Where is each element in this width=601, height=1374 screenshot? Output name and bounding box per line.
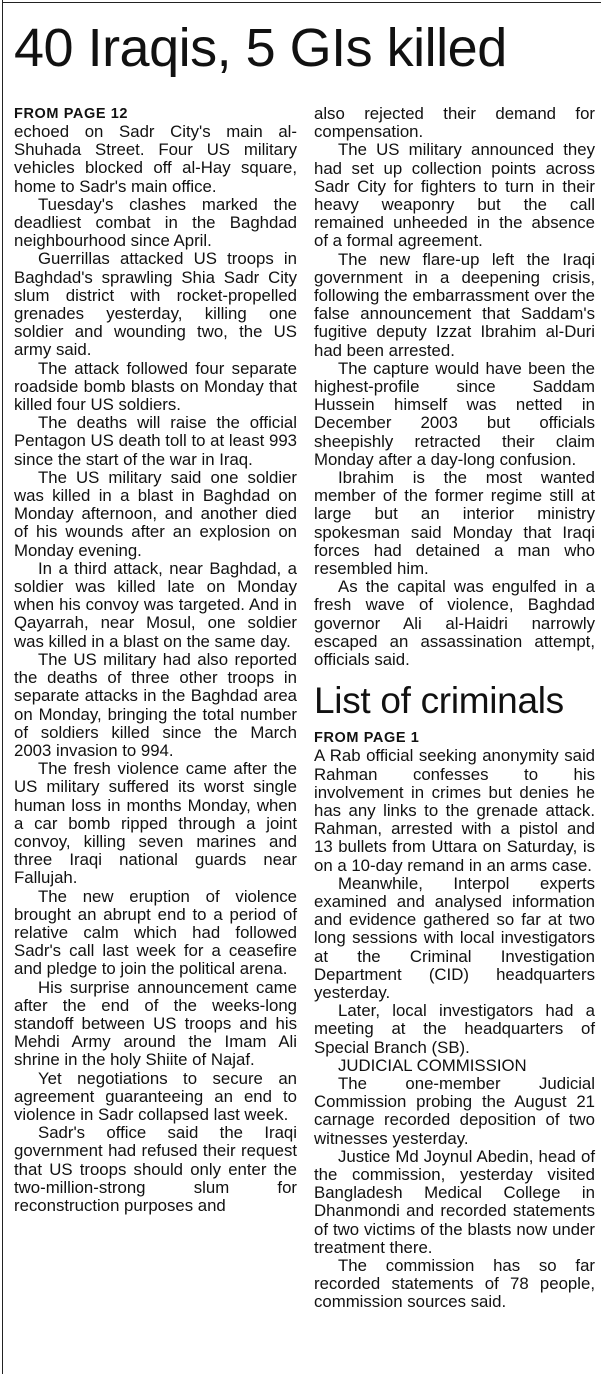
continuation-kicker: FROM PAGE 1 (314, 730, 420, 747)
second-article-headline: List of criminals (314, 680, 564, 722)
body-paragraph: The one-member Judicial Commission probing the August 21 carnage recorded deposition of two witnesses yesterday. (314, 1073, 595, 1148)
body-paragraph: Meanwhile, Interpol experts examined and analysed information and evidence gathered so far at two long sessions with local investigators at the Criminal Investigation Department (CID) headquarters yesterday. (314, 873, 595, 1002)
continuation-kicker: FROM PAGE 12 (14, 106, 129, 122)
body-paragraph: A Rab official seeking anonymity said Rahman confesses to his involvement in crimes but denies he has any links to the grenade attack. Rahman, arrested with a pistol and 13 bullets from Uttara on Saturday, is on a 10-day remand in an arms case. (314, 746, 595, 875)
body-paragraph: The capture would have been the highest-profile since Saddam Hussein himself was netted in December 2003 but officials sheepishly retracted their claim Monday after a day-long confusion. (314, 358, 595, 469)
body-paragraph: echoed on Sadr City's main al-Shuhada Street. Four US military vehicles blocked off al-Hay square, home to Sadr's main office. (14, 122, 297, 196)
body-paragraph: The new eruption of violence brought an abrupt end to a period of relative calm which had followed Sadr's call last week for a ceasefire and pledge to join the political arena. (14, 886, 297, 979)
article-headline: 40 Iraqis, 5 GIs killed (14, 18, 507, 78)
body-paragraph: Ibrahim is the most wanted member of the former regime still at large but an interior ministry spokesman said Monday that Iraqi forces had detained a man who resembled him. (314, 468, 595, 579)
body-paragraph: Justice Md Joynul Abedin, head of the commission, yesterday visited Bangladesh Medical College in Dhanmondi and recorded statements of two victims of the blasts now under treatment there. (314, 1146, 595, 1257)
section-subhead: JUDICIAL COMMISSION (338, 1055, 527, 1075)
body-paragraph: The commission has so far recorded statements of 78 people, commission sources said. (314, 1255, 595, 1312)
body-paragraph: The US military had also reported the deaths of three other troops in separate attacks in the Baghdad area on Monday, bringing the total number of soldiers killed since the March 2003 invasion to 994. (14, 649, 297, 760)
body-paragraph: Guerrillas attacked US troops in Baghdad's sprawling Shia Sadr City slum district with rocket-propelled grenades yesterday, killing one soldier and wounding two, the US army said. (14, 249, 297, 360)
body-paragraph: Tuesday's clashes marked the deadliest combat in the Baghdad neighbourhood since April. (14, 194, 297, 251)
body-paragraph: The attack followed four separate roadside bomb blasts on Monday that killed four US soldiers. (14, 358, 297, 415)
top-border-rule (2, 2, 601, 3)
body-paragraph: In a third attack, near Baghdad, a soldier was killed late on Monday when his convoy was targeted. And in Qayarrah, near Mosul, one soldier was killed in a blast on the same day. (14, 558, 297, 651)
body-paragraph: As the capital was engulfed in a fresh wave of violence, Baghdad governor Ali al-Haidri narrowly escaped an assassination attempt, officials said. (314, 577, 595, 670)
body-paragraph: His surprise announcement came after the end of the weeks-long standoff between US troops and his Mehdi Army around the Imam Ali shrine in the holy Shiite of Najaf. (14, 977, 297, 1070)
body-paragraph: Yet negotiations to secure an agreement guaranteeing an end to violence in Sadr collapsed last week. (14, 1068, 297, 1124)
body-paragraph: Sadr's office said the Iraqi government had refused their request that US troops should only enter the two-million-strong slum for reconstruction purposes and (14, 1123, 297, 1215)
body-paragraph: Later, local investigators had a meeting at the headquarters of Special Branch (SB). (314, 1001, 595, 1057)
body-paragraph: also rejected their demand for compensation. (314, 104, 595, 142)
article-column-left (14, 105, 297, 1215)
body-paragraph: The deaths will raise the official Pentagon US death toll to at least 993 since the start of the war in Iraq. (14, 413, 297, 469)
left-border-rule (2, 0, 3, 1374)
body-paragraph: The new flare-up left the Iraqi government in a deepening crisis, following the embarrassment over the false announcement that Saddam's fugitive deputy Izzat Ibrahim al-Duri had been arrested. (314, 249, 595, 360)
body-paragraph: The fresh violence came after the US military suffered its worst single human loss in months Monday, when a car bomb ripped through a joint convoy, killing seven marines and three Iraqi national guards near Fallujah. (14, 759, 297, 888)
body-paragraph: The US military said one soldier was killed in a blast in Baghdad on Monday afternoon, and another died of his wounds after an explosion on Monday evening. (14, 467, 297, 560)
body-paragraph: The US military announced they had set up collection points across Sadr City for fighters to turn in their heavy weaponry but the call remained unheeded in the absence of a formal agreement. (314, 140, 595, 251)
article-column-right (314, 105, 595, 1312)
